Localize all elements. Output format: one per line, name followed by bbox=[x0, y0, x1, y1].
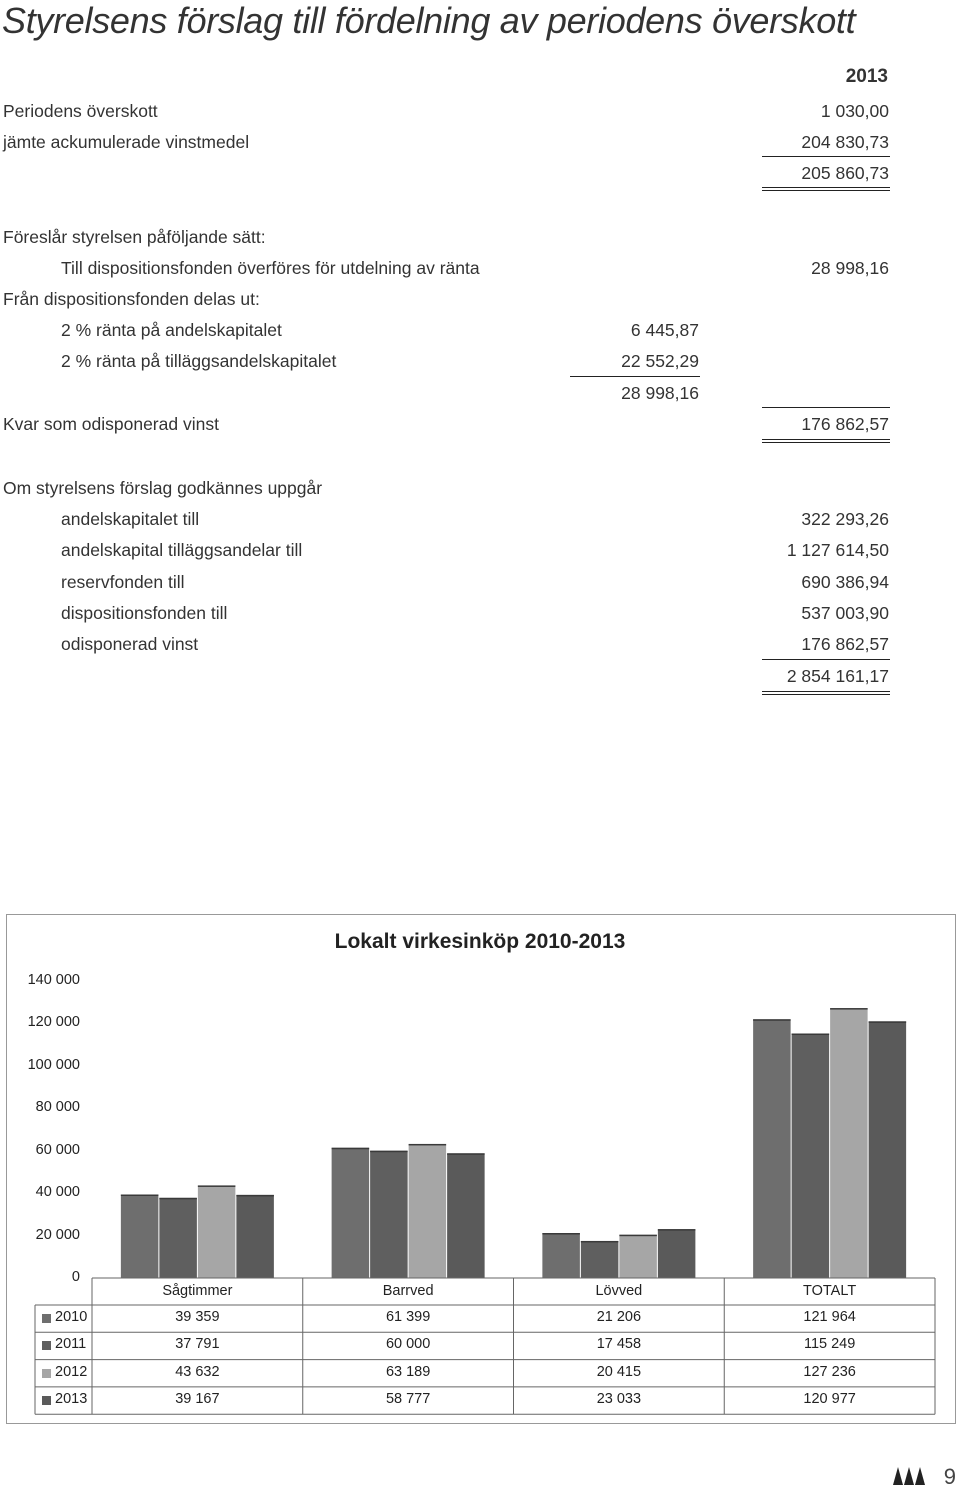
bar-2011-3 bbox=[792, 1034, 830, 1278]
table-value: 58 777 bbox=[385, 1390, 431, 1407]
series-name: 2012 bbox=[55, 1363, 88, 1380]
bar-2011-2 bbox=[581, 1241, 619, 1278]
bar-2013-3 bbox=[869, 1021, 907, 1278]
table-value: 17 458 bbox=[596, 1336, 642, 1353]
bar-top-edge bbox=[753, 1019, 791, 1021]
bar-2013-2 bbox=[658, 1229, 696, 1278]
row-value: 537 003,90 bbox=[801, 603, 889, 623]
category-label: Sågtimmer bbox=[162, 1283, 233, 1299]
bar-top-edge bbox=[447, 1153, 485, 1155]
table-value: 21 206 bbox=[596, 1309, 642, 1325]
from-fund-heading: Från dispositionsfonden delas ut: bbox=[3, 289, 260, 309]
bar-top-edge bbox=[332, 1148, 370, 1150]
trees-logo-icon bbox=[893, 1466, 925, 1486]
row-value: 28 998,16 bbox=[811, 258, 889, 278]
y-tick-label: 60 000 bbox=[35, 1141, 80, 1158]
category-label: TOTALT bbox=[803, 1283, 857, 1299]
bar-top-edge bbox=[619, 1235, 657, 1237]
y-tick-label: 140 000 bbox=[27, 972, 80, 988]
bar-top-edge bbox=[409, 1144, 447, 1146]
row-label: Kvar som odisponerad vinst bbox=[3, 414, 219, 434]
chart-title-text: Lokalt virkesinköp 2010-2013 bbox=[334, 930, 626, 953]
y-tick-label: 100 000 bbox=[27, 1056, 80, 1073]
bar-2010-3 bbox=[753, 1019, 791, 1278]
bar-2012-2 bbox=[619, 1235, 657, 1278]
year-header: 2013 bbox=[845, 66, 888, 87]
bar-2010-0 bbox=[121, 1195, 159, 1278]
category-label: Barrved bbox=[382, 1283, 434, 1299]
proposal-intro: Föreslår styrelsen påföljande sätt: bbox=[3, 227, 266, 247]
row-value: 1 030,00 bbox=[820, 101, 889, 121]
table-value: 37 791 bbox=[175, 1336, 220, 1353]
row-value: 1 127 614,50 bbox=[786, 540, 889, 560]
y-tick-label: 120 000 bbox=[27, 1014, 80, 1031]
table-value: 43 632 bbox=[175, 1363, 220, 1380]
bar-2012-3 bbox=[830, 1008, 868, 1278]
bar-top-edge bbox=[792, 1034, 830, 1036]
row-value: 176 862,57 bbox=[801, 634, 889, 654]
row-value: 6 445,87 bbox=[630, 320, 699, 340]
legend-swatch bbox=[42, 1396, 51, 1405]
bar-top-edge bbox=[542, 1233, 580, 1235]
row-label: andelskapital tilläggsandelar till bbox=[61, 540, 303, 560]
row-label: jämte ackumulerade vinstmedel bbox=[3, 132, 250, 152]
table-value: 39 359 bbox=[175, 1309, 220, 1325]
table-value: 61 399 bbox=[385, 1309, 431, 1325]
table-value: 120 977 bbox=[803, 1390, 856, 1407]
row-value: 322 293,26 bbox=[801, 509, 889, 529]
bar-top-edge bbox=[869, 1021, 907, 1023]
row-label: 2 % ränta på andelskapitalet bbox=[61, 320, 282, 340]
row-label: Till dispositionsfonden överföres för utdelning av ränta bbox=[61, 258, 480, 278]
row-label: Periodens överskott bbox=[3, 101, 158, 121]
table-value: 121 964 bbox=[803, 1309, 856, 1325]
bar-2013-1 bbox=[447, 1153, 485, 1278]
row-value: 176 862,57 bbox=[801, 414, 889, 434]
series-name: 2011 bbox=[55, 1336, 87, 1353]
series-name: 2010 bbox=[55, 1309, 88, 1325]
table-value: 127 236 bbox=[803, 1363, 856, 1380]
table-value: 60 000 bbox=[385, 1336, 431, 1353]
y-tick-label: 80 000 bbox=[35, 1099, 80, 1116]
legend-swatch bbox=[42, 1341, 51, 1350]
bar-top-edge bbox=[370, 1151, 408, 1153]
bar-top-edge bbox=[236, 1195, 274, 1197]
bar-top-edge bbox=[581, 1241, 619, 1243]
total-value: 2 854 161,17 bbox=[786, 666, 889, 686]
bar-top-edge bbox=[159, 1198, 197, 1200]
bar-2013-0 bbox=[236, 1195, 274, 1278]
subtotal-value: 28 998,16 bbox=[621, 383, 699, 403]
bar-2011-0 bbox=[159, 1198, 197, 1278]
row-label: andelskapitalet till bbox=[61, 509, 200, 529]
bar-top-edge bbox=[121, 1195, 159, 1197]
row-value: 22 552,29 bbox=[621, 351, 699, 371]
row-label: dispositionsfonden till bbox=[61, 603, 228, 623]
table-value: 115 249 bbox=[803, 1336, 856, 1353]
table-value: 20 415 bbox=[596, 1363, 642, 1380]
row-label: odisponerad vinst bbox=[61, 634, 199, 654]
table-value: 63 189 bbox=[385, 1363, 431, 1380]
series-name: 2013 bbox=[55, 1390, 88, 1407]
row-label: 2 % ränta på tilläggsandelskapitalet bbox=[61, 351, 337, 371]
row-label: reservfonden till bbox=[61, 572, 185, 592]
bar-2012-0 bbox=[198, 1185, 236, 1278]
row-value: 690 386,94 bbox=[801, 572, 889, 592]
approval-intro: Om styrelsens förslag godkännes uppgår bbox=[3, 478, 323, 498]
table-value: 23 033 bbox=[596, 1390, 642, 1407]
page-title: Styrelsens förslag till fördelning av periodens överskott bbox=[2, 0, 856, 41]
bar-top-edge bbox=[830, 1008, 868, 1010]
bar-top-edge bbox=[198, 1185, 236, 1187]
bar-2010-2 bbox=[542, 1233, 580, 1278]
legend-swatch bbox=[42, 1369, 51, 1378]
y-tick-label: 40 000 bbox=[35, 1184, 80, 1201]
category-label: Lövved bbox=[595, 1283, 643, 1299]
page-number: 9 bbox=[943, 1464, 956, 1489]
bar-2010-1 bbox=[332, 1148, 370, 1278]
legend-swatch bbox=[42, 1314, 51, 1323]
y-tick-label: 0 bbox=[71, 1269, 80, 1285]
table-value: 39 167 bbox=[175, 1390, 220, 1407]
bar-2012-1 bbox=[409, 1144, 447, 1278]
y-tick-label: 20 000 bbox=[35, 1226, 80, 1243]
bar-top-edge bbox=[658, 1229, 696, 1231]
sum-value: 205 860,73 bbox=[801, 163, 889, 183]
row-value: 204 830,73 bbox=[801, 132, 889, 152]
bar-2011-1 bbox=[370, 1151, 408, 1278]
